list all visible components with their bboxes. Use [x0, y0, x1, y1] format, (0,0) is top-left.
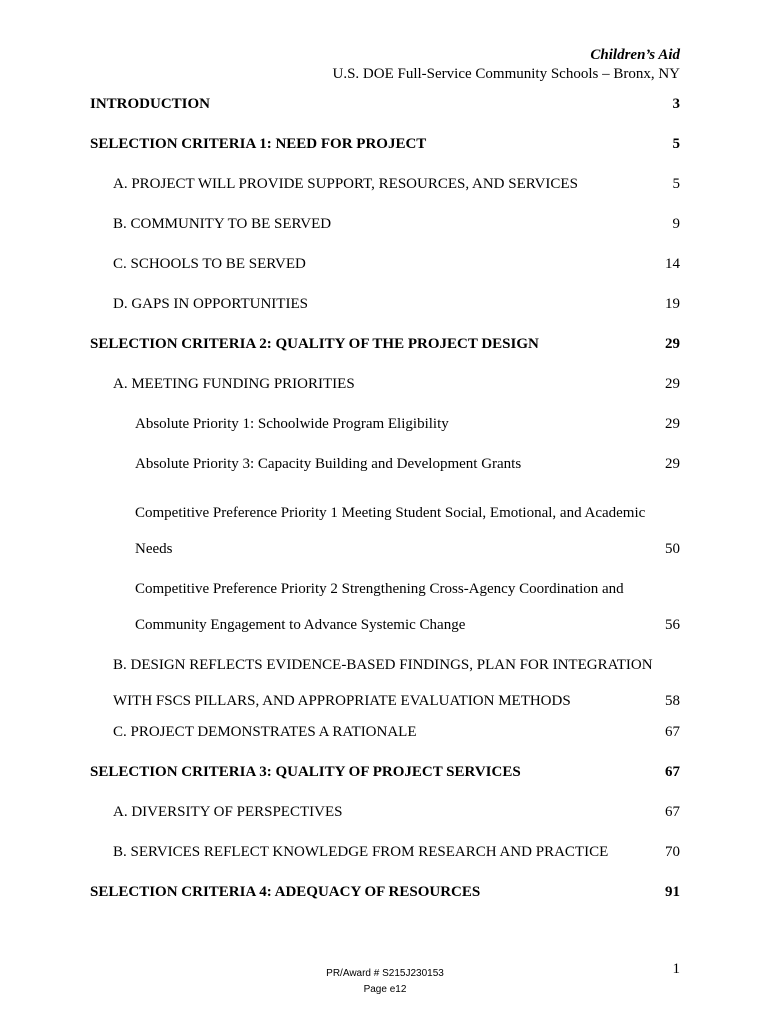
program-title: U.S. DOE Full-Service Community Schools – Bronx, NY: [332, 66, 680, 82]
toc-entry: [90, 335, 680, 354]
toc-entry: [90, 495, 680, 567]
page-number: 1: [672, 961, 680, 977]
toc-entry-page: 9: [672, 216, 680, 232]
award-number: PR/Award # S215J230153: [326, 968, 444, 979]
organization-name: Children’s Aid: [590, 47, 680, 63]
toc-entry-page: 29: [665, 376, 680, 392]
toc-entry: [90, 571, 680, 643]
toc-entry-page: 3: [672, 96, 680, 112]
toc-entry-page: 67: [665, 724, 680, 740]
toc-entry-page: 5: [672, 136, 680, 152]
toc-entry-title: A. PROJECT WILL PROVIDE SUPPORT, RESOURCES, AND SERVICES: [113, 176, 578, 192]
toc-entry: [90, 295, 680, 314]
toc-entry: [90, 803, 680, 822]
toc-entry: [90, 375, 680, 394]
toc-entry-title: C. PROJECT DEMONSTRATES A RATIONALE: [113, 724, 417, 740]
toc-entry-title: SELECTION CRITERIA 3: QUALITY OF PROJECT SERVICES: [90, 764, 521, 780]
toc-entry-title: INTRODUCTION: [90, 96, 211, 112]
toc-entry: [90, 455, 680, 474]
toc-entry: [90, 215, 680, 234]
toc-entry-title: B. DESIGN REFLECTS EVIDENCE-BASED FINDINGS, PLAN FOR INTEGRATION WITH FSCS PILLARS, AND APPROPRIATE EVALUATION METHODS: [113, 657, 653, 709]
toc-entry-title: A. MEETING FUNDING PRIORITIES: [113, 376, 355, 392]
toc-entry-page: 29: [665, 336, 680, 352]
toc-entry: [90, 135, 680, 154]
toc-entry-page: 29: [665, 456, 680, 472]
toc-entry-page: 56: [665, 617, 680, 633]
toc-entry: [90, 763, 680, 782]
document-header: [333, 46, 681, 84]
toc-entry-title: C. SCHOOLS TO BE SERVED: [113, 256, 306, 272]
toc-entry-title: B. COMMUNITY TO BE SERVED: [113, 216, 332, 232]
toc-entry: [90, 723, 680, 742]
toc-entry-page: 58: [665, 693, 680, 709]
toc-entry: [90, 883, 680, 902]
toc-entry-title: SELECTION CRITERIA 4: ADEQUACY OF RESOURCES: [90, 884, 481, 900]
page-label: Page e12: [363, 984, 407, 995]
toc-entry-title: SELECTION CRITERIA 2: QUALITY OF THE PROJECT DESIGN: [90, 336, 539, 352]
toc-entry-page: 50: [665, 541, 680, 557]
toc-entry-title: SELECTION CRITERIA 1: NEED FOR PROJECT: [90, 136, 427, 152]
toc-entry-page: 70: [665, 844, 680, 860]
toc-entry: [90, 843, 680, 862]
toc-entry-title: D. GAPS IN OPPORTUNITIES: [113, 296, 308, 312]
toc-entry-page: 29: [665, 416, 680, 432]
toc-entry-page: 5: [672, 176, 680, 192]
toc-entry: [90, 415, 680, 434]
toc-entry-title: Absolute Priority 3: Capacity Building and Development Grants: [135, 456, 522, 472]
toc-entry-page: 14: [665, 256, 680, 272]
toc-entry: [90, 255, 680, 274]
toc-entry: [90, 95, 680, 114]
toc-entry-title: Competitive Preference Priority 1 Meeting Student Social, Emotional, and Academic Needs: [135, 505, 646, 557]
toc-entry: [90, 647, 680, 719]
toc-entry-page: 67: [665, 804, 680, 820]
document-footer: [0, 966, 770, 998]
toc-entry-title: A. DIVERSITY OF PERSPECTIVES: [113, 804, 343, 820]
toc-entry-title: Absolute Priority 1: Schoolwide Program Eligibility: [135, 416, 449, 432]
toc-entry-title: Competitive Preference Priority 2 Strengthening Cross-Agency Coordination and Community Engagement to Advance Systemic Change: [135, 581, 624, 633]
toc-entry: [90, 175, 680, 194]
toc-entry-page: 19: [665, 296, 680, 312]
toc-entry-title: B. SERVICES REFLECT KNOWLEDGE FROM RESEARCH AND PRACTICE: [113, 844, 609, 860]
toc-entry-page: 67: [665, 764, 680, 780]
toc-entry-page: 91: [665, 884, 680, 900]
